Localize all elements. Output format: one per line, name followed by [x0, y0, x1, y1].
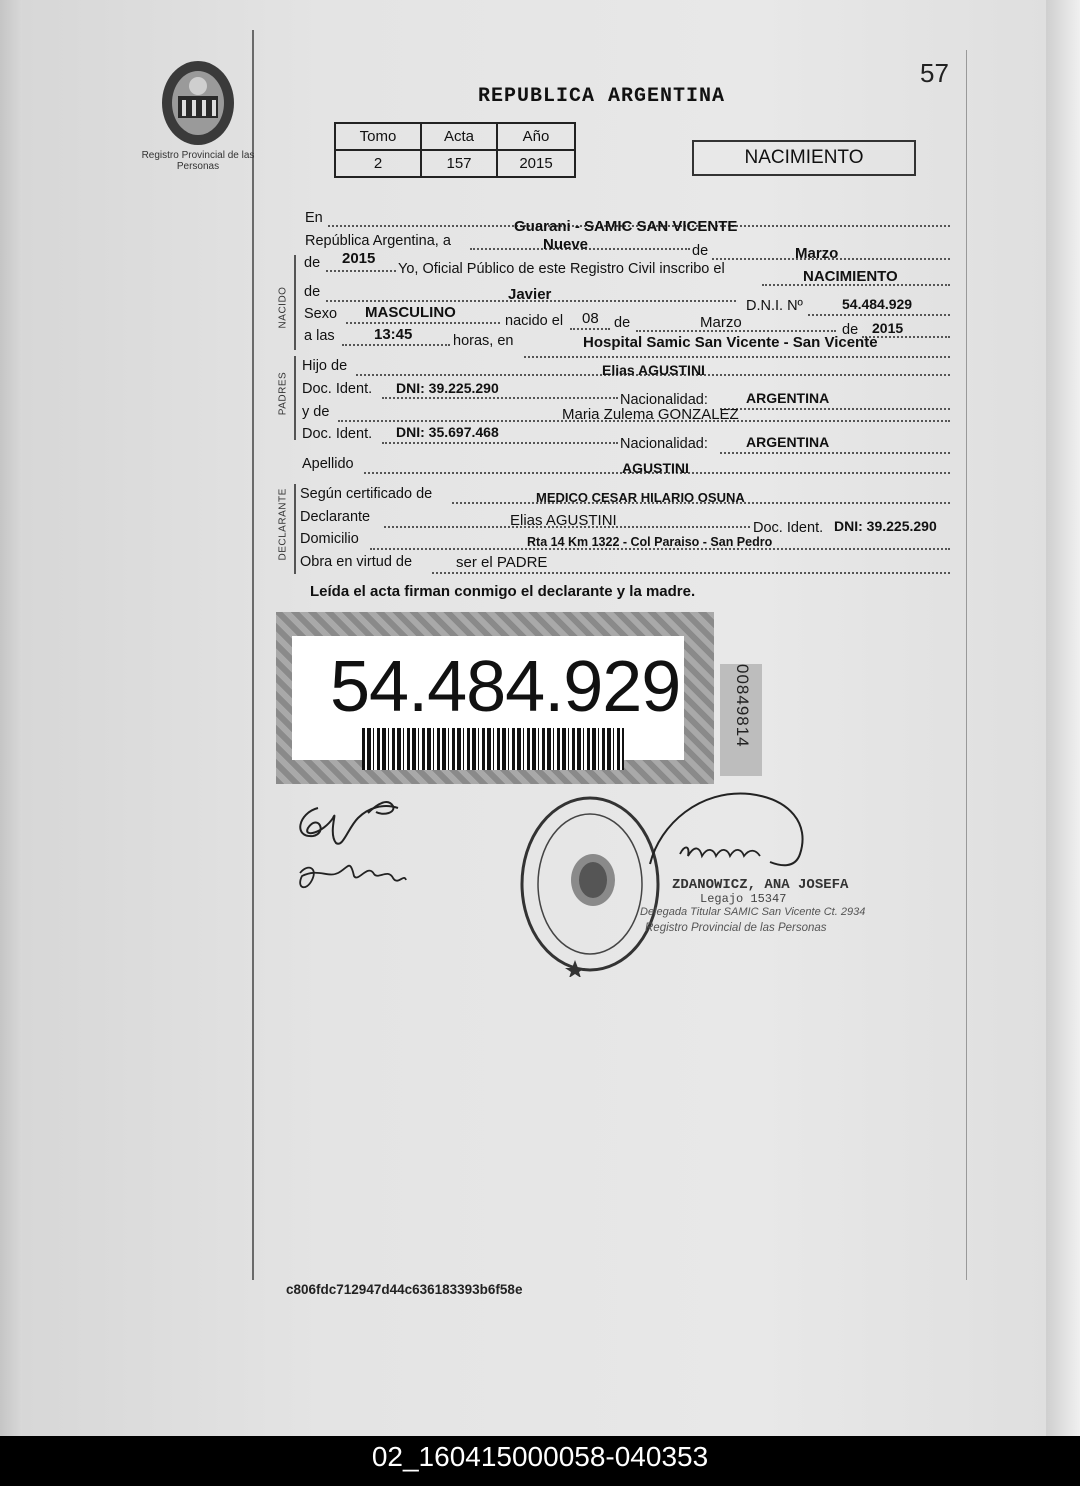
- sex-value: MASCULINO: [365, 304, 456, 321]
- dotted-line: [382, 442, 618, 444]
- nacido-label: nacido el: [505, 313, 564, 329]
- certificate-value: MEDICO CESAR HILARIO OSUNA: [536, 490, 745, 505]
- dni-label: D.N.I. Nº: [746, 298, 803, 314]
- father-doc-value: DNI: 39.225.290: [396, 380, 499, 396]
- doc-ident-label: Doc. Ident.: [302, 381, 373, 397]
- anio-header: Año: [497, 123, 575, 150]
- surname-value: AGUSTINI: [622, 460, 689, 476]
- dotted-line: [524, 356, 950, 358]
- certificado-label: Según certificado de: [300, 486, 433, 502]
- declarante-bracket: [294, 484, 296, 574]
- nacionalidad-label: Nacionalidad:: [620, 436, 708, 452]
- acta-value: 157: [421, 150, 497, 177]
- month-value: Marzo: [795, 245, 839, 262]
- provincial-seal-logo: [158, 58, 238, 148]
- official-role: Delegada Titular SAMIC San Vicente Ct. 2934: [640, 906, 866, 918]
- page-left-edge: [0, 0, 22, 1436]
- de-label: de: [692, 243, 709, 259]
- de-label: de: [842, 322, 859, 338]
- barcode: [362, 728, 624, 770]
- de-label: de: [304, 284, 321, 300]
- tomo-header: Tomo: [335, 123, 421, 150]
- doc-ident-label: Doc. Ident.: [753, 520, 824, 536]
- birth-day-value: 08: [582, 310, 599, 327]
- act-value: NACIMIENTO: [803, 268, 898, 285]
- hijo-de-label: Hijo de: [302, 358, 348, 374]
- dotted-line: [720, 408, 950, 410]
- page-number: 57: [920, 58, 949, 88]
- mother-doc-value: DNI: 35.697.468: [396, 424, 499, 440]
- reason-value: ser el PADRE: [456, 554, 548, 571]
- year-value: 2015: [342, 250, 376, 267]
- page-right-edge: [1046, 0, 1080, 1436]
- side-label-declarante: DECLARANTE: [277, 488, 289, 561]
- record-index-table: [334, 122, 576, 178]
- day-value: Nueve: [543, 236, 589, 253]
- dotted-line: [326, 270, 396, 272]
- record-type-box: NACIMIENTO: [692, 140, 916, 176]
- domicilio-label: Domicilio: [300, 531, 359, 547]
- de-label: de: [614, 315, 631, 331]
- birth-month-value: Marzo: [700, 314, 742, 331]
- dni-label-inner: [292, 636, 684, 760]
- mother-nationality-value: ARGENTINA: [746, 434, 830, 450]
- address-value: Rta 14 Km 1322 - Col Paraiso - San Pedro: [527, 535, 773, 549]
- a-las-label: a las: [304, 328, 335, 344]
- official-signature: [640, 784, 810, 874]
- document-title: REPUBLICA ARGENTINA: [478, 85, 726, 108]
- name-value: Javier: [508, 286, 552, 303]
- y-de-label: y de: [302, 404, 330, 420]
- registry-name: Registro Provincial de las Personas: [141, 150, 255, 172]
- dotted-line: [432, 572, 950, 574]
- anio-value: 2015: [497, 150, 575, 177]
- time-value: 13:45: [374, 326, 413, 343]
- birth-year-value: 2015: [872, 320, 904, 336]
- dotted-line: [342, 344, 450, 346]
- oficial-text: Yo, Oficial Público de este Registro Civil inscribo el: [398, 261, 725, 277]
- nacionalidad-label: Nacionalidad:: [620, 392, 708, 408]
- dni-big-number: 54.484.929: [330, 647, 681, 727]
- right-margin-line: [966, 50, 967, 1280]
- dni-label-sticker: [276, 612, 714, 784]
- dotted-line: [570, 328, 610, 330]
- document-hash: c806fdc712947d44c636183393b6f58e: [286, 1282, 523, 1297]
- declarante-label: Declarante: [300, 509, 371, 525]
- declarant-doc-value: DNI: 39.225.290: [834, 518, 937, 534]
- tomo-value: 2: [335, 150, 421, 177]
- serial-number: 00849814: [733, 664, 752, 748]
- declarant-signature: [288, 788, 418, 908]
- father-value: Elias AGUSTINI: [602, 362, 705, 378]
- declarant-value: Elias AGUSTINI: [510, 512, 617, 529]
- official-legajo: Legajo 15347: [700, 892, 787, 906]
- left-margin-line: [252, 30, 254, 1280]
- dotted-line: [720, 452, 950, 454]
- nacido-bracket: [294, 255, 296, 350]
- doc-ident-label: Doc. Ident.: [302, 426, 373, 442]
- dni-value: 54.484.929: [842, 296, 913, 312]
- sexo-label: Sexo: [304, 306, 338, 322]
- apellido-label: Apellido: [302, 456, 354, 472]
- en-label: En: [305, 210, 323, 226]
- birth-place-value: Hospital Samic San Vicente - San Vicente: [583, 334, 878, 351]
- republica-label: República Argentina, a: [305, 233, 451, 249]
- scan-footer-id: 02_160415000058-040353: [0, 1436, 1080, 1486]
- official-name: ZDANOWICZ, ANA JOSEFA: [672, 877, 849, 893]
- obra-label: Obra en virtud de: [300, 554, 413, 570]
- father-nationality-value: ARGENTINA: [746, 390, 830, 406]
- dotted-line: [382, 397, 618, 399]
- acta-header: Acta: [421, 123, 497, 150]
- closing-statement: Leída el acta firman conmigo el declarante y la madre.: [310, 583, 696, 600]
- dotted-line: [346, 322, 500, 324]
- dotted-line: [808, 314, 950, 316]
- official-organization: Registro Provincial de las Personas: [645, 922, 827, 934]
- horas-label: horas, en: [453, 333, 514, 349]
- serial-tag: [720, 664, 762, 776]
- padres-bracket: [294, 356, 296, 440]
- mother-value: Maria Zulema GONZALEZ: [562, 406, 739, 423]
- side-label-nacido: NACIDO: [277, 286, 289, 329]
- side-label-padres: PADRES: [277, 371, 289, 416]
- place-value: Guarani - SAMIC SAN VICENTE: [514, 218, 738, 235]
- de-label: de: [304, 255, 321, 271]
